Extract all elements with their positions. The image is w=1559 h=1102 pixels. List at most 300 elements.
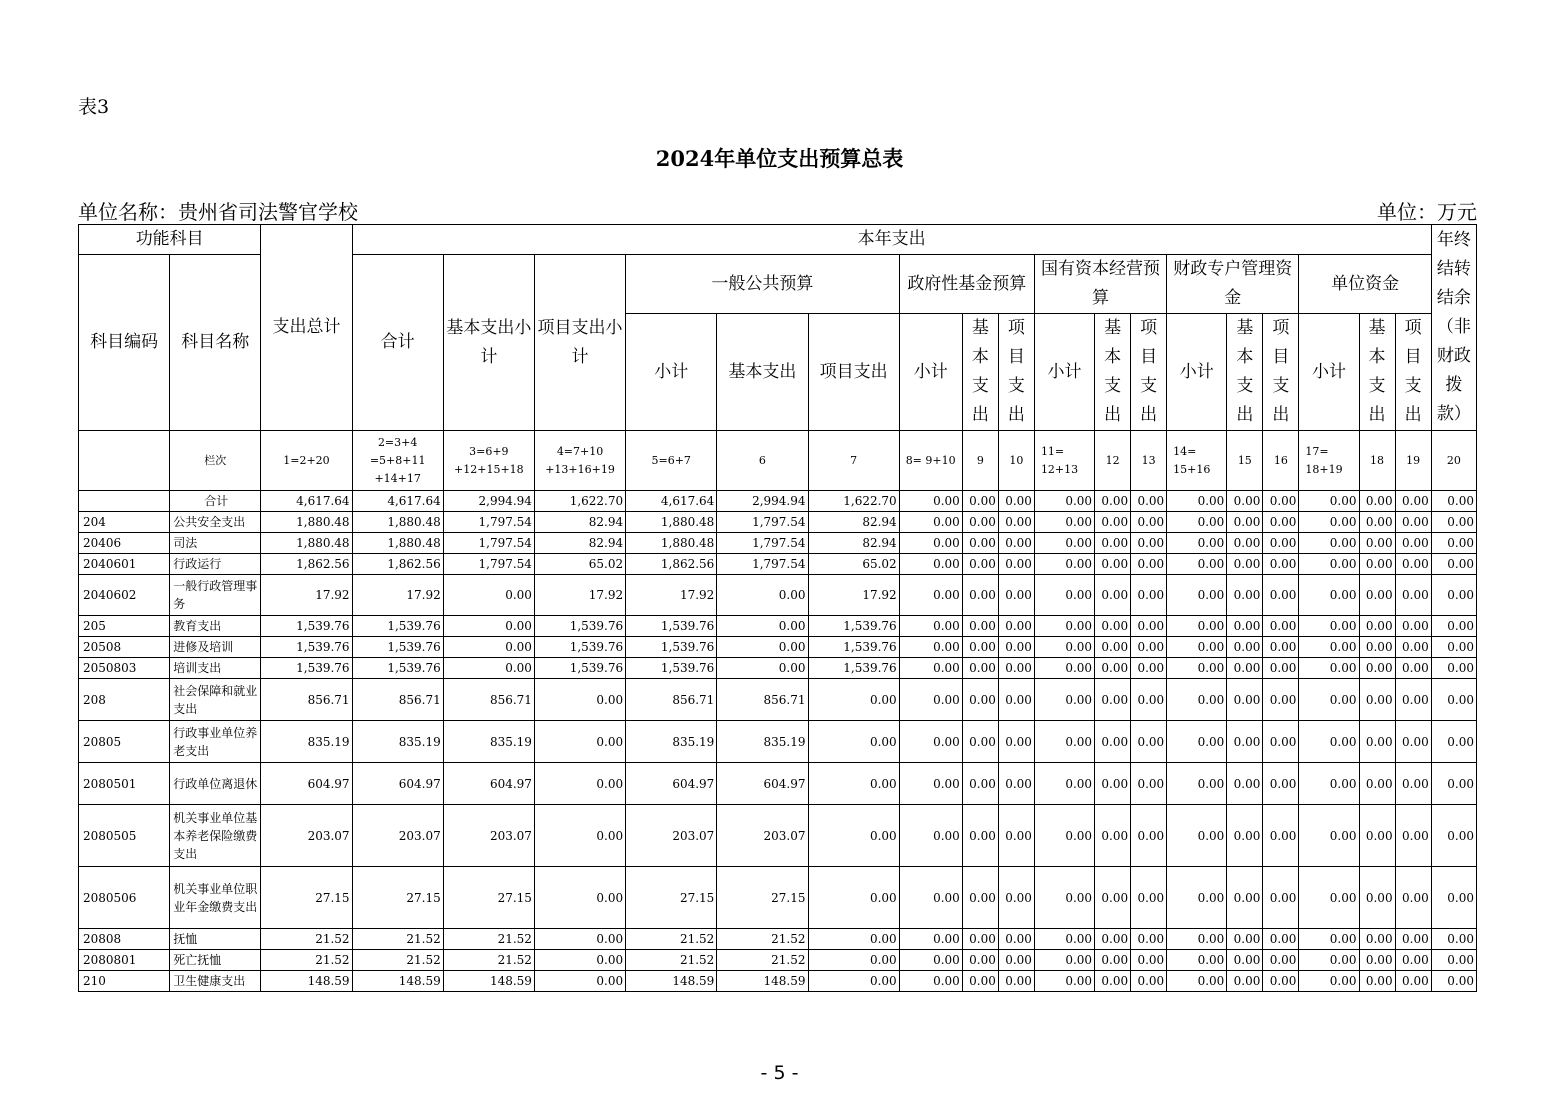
value-cell-col-1: 27.15: [261, 867, 352, 929]
value-cell-col-15: 0.00: [1227, 491, 1263, 512]
table-row: [79, 512, 1477, 533]
value-cell-col-11: 0.00: [1034, 763, 1094, 805]
value-cell-col-10: 0.00: [998, 929, 1034, 950]
value-cell-col-9: 0.00: [962, 658, 998, 679]
value-cell-col-13: 0.00: [1131, 512, 1167, 533]
header-sc-subtotal: 小计: [1034, 314, 1094, 431]
value-cell-col-20: 0.00: [1431, 763, 1476, 805]
value-cell-col-10: 0.00: [998, 867, 1034, 929]
value-cell-col-5: 4,617.64: [626, 491, 717, 512]
value-cell-col-8: 0.00: [899, 763, 962, 805]
value-cell-col-10: 0.00: [998, 637, 1034, 658]
value-cell-col-3: 0.00: [443, 637, 534, 658]
value-cell-col-19: 0.00: [1395, 616, 1431, 637]
value-cell-col-6: 1,797.54: [717, 533, 808, 554]
value-cell-col-3: 1,797.54: [443, 533, 534, 554]
value-cell-col-18: 0.00: [1359, 658, 1395, 679]
colno-11: 11= 12+13: [1034, 431, 1094, 491]
value-cell-col-1: 203.07: [261, 805, 352, 867]
value-cell-col-15: 0.00: [1227, 805, 1263, 867]
value-cell-col-7: 65.02: [808, 554, 899, 575]
value-cell-col-11: 0.00: [1034, 554, 1094, 575]
subject-code-cell: 20508: [79, 637, 170, 658]
header-uf-basic: 基本支出: [1359, 314, 1395, 431]
value-cell-col-10: 0.00: [998, 971, 1034, 992]
value-cell-col-5: 21.52: [626, 950, 717, 971]
value-cell-col-19: 0.00: [1395, 721, 1431, 763]
value-cell-col-20: 0.00: [1431, 950, 1476, 971]
table-row: [79, 805, 1477, 867]
value-cell-col-19: 0.00: [1395, 971, 1431, 992]
value-cell-col-11: 0.00: [1034, 658, 1094, 679]
value-cell-col-19: 0.00: [1395, 950, 1431, 971]
value-cell-col-19: 0.00: [1395, 679, 1431, 721]
value-cell-col-17: 0.00: [1299, 616, 1359, 637]
value-cell-col-17: 0.00: [1299, 637, 1359, 658]
value-cell-col-5: 1,880.48: [626, 533, 717, 554]
value-cell-col-3: 0.00: [443, 575, 534, 616]
value-cell-col-16: 0.00: [1263, 950, 1299, 971]
table-row: [79, 491, 1477, 512]
value-cell-col-18: 0.00: [1359, 763, 1395, 805]
table-row: [79, 721, 1477, 763]
value-cell-col-11: 0.00: [1034, 533, 1094, 554]
value-cell-col-4: 1,539.76: [534, 658, 625, 679]
colno-2: 2=3+4 =5+8+11 +14+17: [352, 431, 443, 491]
value-cell-col-17: 0.00: [1299, 658, 1359, 679]
value-cell-col-14: 0.00: [1167, 575, 1227, 616]
value-cell-col-15: 0.00: [1227, 554, 1263, 575]
value-cell-col-3: 148.59: [443, 971, 534, 992]
value-cell-col-7: 0.00: [808, 929, 899, 950]
value-cell-col-8: 0.00: [899, 929, 962, 950]
value-cell-col-3: 835.19: [443, 721, 534, 763]
value-cell-col-15: 0.00: [1227, 533, 1263, 554]
value-cell-col-15: 0.00: [1227, 971, 1263, 992]
header-fs-basic: 基本支出: [1227, 314, 1263, 431]
value-cell-col-7: 82.94: [808, 512, 899, 533]
value-cell-col-12: 0.00: [1095, 805, 1131, 867]
value-cell-col-17: 0.00: [1299, 971, 1359, 992]
value-cell-col-17: 0.00: [1299, 575, 1359, 616]
value-cell-col-5: 856.71: [626, 679, 717, 721]
value-cell-col-20: 0.00: [1431, 491, 1476, 512]
value-cell-col-20: 0.00: [1431, 616, 1476, 637]
colno-16: 16: [1263, 431, 1299, 491]
header-gov-fund: 政府性基金预算: [899, 255, 1034, 314]
value-cell-col-8: 0.00: [899, 658, 962, 679]
value-cell-col-20: 0.00: [1431, 533, 1476, 554]
value-cell-col-17: 0.00: [1299, 763, 1359, 805]
value-cell-col-10: 0.00: [998, 950, 1034, 971]
value-cell-col-1: 1,539.76: [261, 637, 352, 658]
header-basic-subtotal: 基本支出小计: [443, 255, 534, 431]
table-row: [79, 971, 1477, 992]
value-cell-col-6: 856.71: [717, 679, 808, 721]
page-title: 2024年单位支出预算总表: [655, 146, 904, 171]
value-cell-col-7: 1,539.76: [808, 658, 899, 679]
value-cell-col-10: 0.00: [998, 805, 1034, 867]
value-cell-col-14: 0.00: [1167, 658, 1227, 679]
value-cell-col-13: 0.00: [1131, 637, 1167, 658]
value-cell-col-4: 1,539.76: [534, 637, 625, 658]
value-cell-col-13: 0.00: [1131, 763, 1167, 805]
header-gp-subtotal: 小计: [626, 314, 717, 431]
value-cell-col-18: 0.00: [1359, 637, 1395, 658]
value-cell-col-17: 0.00: [1299, 867, 1359, 929]
value-cell-col-16: 0.00: [1263, 637, 1299, 658]
value-cell-col-1: 1,539.76: [261, 658, 352, 679]
subject-name-cell: 公共安全支出: [170, 512, 261, 533]
value-cell-col-13: 0.00: [1131, 491, 1167, 512]
value-cell-col-17: 0.00: [1299, 491, 1359, 512]
value-cell-col-13: 0.00: [1131, 721, 1167, 763]
value-cell-col-6: 27.15: [717, 867, 808, 929]
value-cell-col-7: 1,539.76: [808, 637, 899, 658]
value-cell-col-3: 27.15: [443, 867, 534, 929]
value-cell-col-5: 203.07: [626, 805, 717, 867]
value-cell-col-4: 1,539.76: [534, 616, 625, 637]
value-cell-col-18: 0.00: [1359, 575, 1395, 616]
value-cell-col-9: 0.00: [962, 763, 998, 805]
value-cell-col-1: 856.71: [261, 679, 352, 721]
colno-9: 9: [962, 431, 998, 491]
value-cell-col-15: 0.00: [1227, 950, 1263, 971]
value-cell-col-4: 82.94: [534, 512, 625, 533]
value-cell-col-3: 0.00: [443, 616, 534, 637]
header-subject-name: 科目名称: [170, 255, 261, 431]
value-cell-col-19: 0.00: [1395, 512, 1431, 533]
value-cell-col-1: 835.19: [261, 721, 352, 763]
value-cell-col-16: 0.00: [1263, 554, 1299, 575]
value-cell-col-16: 0.00: [1263, 971, 1299, 992]
subject-name-cell: 行政事业单位养老支出: [170, 721, 261, 763]
subject-name-cell: 司法: [170, 533, 261, 554]
value-cell-col-16: 0.00: [1263, 929, 1299, 950]
value-cell-col-13: 0.00: [1131, 658, 1167, 679]
budget-table-body: [79, 491, 1477, 992]
value-cell-col-4: 0.00: [534, 929, 625, 950]
value-cell-col-12: 0.00: [1095, 929, 1131, 950]
value-cell-col-10: 0.00: [998, 658, 1034, 679]
value-cell-col-4: 0.00: [534, 950, 625, 971]
value-cell-col-13: 0.00: [1131, 929, 1167, 950]
value-cell-col-11: 0.00: [1034, 721, 1094, 763]
value-cell-col-19: 0.00: [1395, 637, 1431, 658]
value-cell-col-10: 0.00: [998, 721, 1034, 763]
value-cell-col-8: 0.00: [899, 533, 962, 554]
value-cell-col-9: 0.00: [962, 721, 998, 763]
header-gf-subtotal: 小计: [899, 314, 962, 431]
colno-12: 12: [1095, 431, 1131, 491]
value-cell-col-6: 0.00: [717, 658, 808, 679]
subject-name-cell: 行政运行: [170, 554, 261, 575]
value-cell-col-9: 0.00: [962, 512, 998, 533]
subject-code-cell: 2040602: [79, 575, 170, 616]
value-cell-col-15: 0.00: [1227, 763, 1263, 805]
value-cell-col-20: 0.00: [1431, 929, 1476, 950]
value-cell-col-14: 0.00: [1167, 533, 1227, 554]
value-cell-col-3: 2,994.94: [443, 491, 534, 512]
value-cell-col-7: 0.00: [808, 805, 899, 867]
value-cell-col-12: 0.00: [1095, 679, 1131, 721]
budget-table: [78, 224, 1477, 992]
subject-name-cell: 社会保障和就业支出: [170, 679, 261, 721]
value-cell-col-5: 148.59: [626, 971, 717, 992]
value-cell-col-6: 1,797.54: [717, 554, 808, 575]
value-cell-col-9: 0.00: [962, 679, 998, 721]
value-cell-col-18: 0.00: [1359, 616, 1395, 637]
colno-20: 20: [1431, 431, 1476, 491]
value-cell-col-17: 0.00: [1299, 721, 1359, 763]
value-cell-col-17: 0.00: [1299, 805, 1359, 867]
value-cell-col-18: 0.00: [1359, 679, 1395, 721]
value-cell-col-15: 0.00: [1227, 637, 1263, 658]
value-cell-col-20: 0.00: [1431, 867, 1476, 929]
value-cell-col-15: 0.00: [1227, 616, 1263, 637]
header-project-subtotal: 项目支出小计: [534, 255, 625, 431]
value-cell-col-10: 0.00: [998, 763, 1034, 805]
value-cell-col-14: 0.00: [1167, 971, 1227, 992]
value-cell-col-15: 0.00: [1227, 929, 1263, 950]
value-cell-col-13: 0.00: [1131, 575, 1167, 616]
table-label: 表3: [78, 96, 110, 118]
value-cell-col-8: 0.00: [899, 679, 962, 721]
value-cell-col-11: 0.00: [1034, 929, 1094, 950]
value-cell-col-9: 0.00: [962, 616, 998, 637]
value-cell-col-20: 0.00: [1431, 637, 1476, 658]
value-cell-col-15: 0.00: [1227, 721, 1263, 763]
value-cell-col-15: 0.00: [1227, 867, 1263, 929]
value-cell-col-13: 0.00: [1131, 805, 1167, 867]
value-cell-col-15: 0.00: [1227, 575, 1263, 616]
header-state-capital: 国有资本经营预算: [1034, 255, 1166, 314]
subject-code-cell: 2040601: [79, 554, 170, 575]
subject-code-cell: 204: [79, 512, 170, 533]
value-cell-col-12: 0.00: [1095, 554, 1131, 575]
value-cell-col-12: 0.00: [1095, 658, 1131, 679]
value-cell-col-9: 0.00: [962, 867, 998, 929]
value-cell-col-4: 1,622.70: [534, 491, 625, 512]
value-cell-col-19: 0.00: [1395, 763, 1431, 805]
value-cell-col-6: 203.07: [717, 805, 808, 867]
value-cell-col-18: 0.00: [1359, 867, 1395, 929]
value-cell-col-2: 148.59: [352, 971, 443, 992]
value-cell-col-2: 1,880.48: [352, 512, 443, 533]
subject-name-cell: 一般行政管理事务: [170, 575, 261, 616]
value-cell-col-3: 604.97: [443, 763, 534, 805]
value-cell-col-5: 1,862.56: [626, 554, 717, 575]
header-sc-basic: 基本支出: [1095, 314, 1131, 431]
subject-code-cell: 20406: [79, 533, 170, 554]
value-cell-col-10: 0.00: [998, 575, 1034, 616]
value-cell-col-1: 21.52: [261, 929, 352, 950]
value-cell-col-15: 0.00: [1227, 679, 1263, 721]
value-cell-col-18: 0.00: [1359, 721, 1395, 763]
value-cell-col-7: 0.00: [808, 721, 899, 763]
subject-code-cell: [79, 491, 170, 512]
subject-code-cell: 205: [79, 616, 170, 637]
value-cell-col-3: 21.52: [443, 950, 534, 971]
value-cell-col-3: 21.52: [443, 929, 534, 950]
header-functional-subject: 功能科目: [79, 225, 261, 255]
value-cell-col-14: 0.00: [1167, 616, 1227, 637]
value-cell-col-4: 0.00: [534, 805, 625, 867]
value-cell-col-14: 0.00: [1167, 929, 1227, 950]
value-cell-col-11: 0.00: [1034, 867, 1094, 929]
value-cell-col-16: 0.00: [1263, 616, 1299, 637]
value-cell-col-9: 0.00: [962, 491, 998, 512]
value-cell-col-18: 0.00: [1359, 971, 1395, 992]
subject-name-cell: 培训支出: [170, 658, 261, 679]
header-gf-project: 项目支出: [998, 314, 1034, 431]
value-cell-col-9: 0.00: [962, 950, 998, 971]
value-cell-col-4: 0.00: [534, 763, 625, 805]
value-cell-col-19: 0.00: [1395, 929, 1431, 950]
colno-6: 6: [717, 431, 808, 491]
value-cell-col-10: 0.00: [998, 533, 1034, 554]
value-cell-col-11: 0.00: [1034, 679, 1094, 721]
table-row: [79, 575, 1477, 616]
currency-unit: 单位：万元: [1377, 200, 1477, 224]
value-cell-col-5: 1,539.76: [626, 616, 717, 637]
value-cell-col-14: 0.00: [1167, 867, 1227, 929]
value-cell-col-5: 1,539.76: [626, 658, 717, 679]
table-row: [79, 637, 1477, 658]
subject-code-cell: 2080505: [79, 805, 170, 867]
value-cell-col-19: 0.00: [1395, 554, 1431, 575]
header-sum: 合计: [352, 255, 443, 431]
value-cell-col-17: 0.00: [1299, 950, 1359, 971]
value-cell-col-7: 17.92: [808, 575, 899, 616]
value-cell-col-5: 17.92: [626, 575, 717, 616]
value-cell-col-16: 0.00: [1263, 805, 1299, 867]
value-cell-col-12: 0.00: [1095, 533, 1131, 554]
value-cell-col-6: 21.52: [717, 950, 808, 971]
table-row: [79, 929, 1477, 950]
header-subject-code: 科目编码: [79, 255, 170, 431]
value-cell-col-18: 0.00: [1359, 929, 1395, 950]
value-cell-col-19: 0.00: [1395, 533, 1431, 554]
value-cell-col-4: 0.00: [534, 721, 625, 763]
value-cell-col-1: 604.97: [261, 763, 352, 805]
header-fs-subtotal: 小计: [1167, 314, 1227, 431]
page-number: - 5 -: [760, 1062, 799, 1084]
value-cell-col-2: 27.15: [352, 867, 443, 929]
subject-name-cell: 机关事业单位职业年金缴费支出: [170, 867, 261, 929]
value-cell-col-6: 0.00: [717, 616, 808, 637]
value-cell-col-18: 0.00: [1359, 950, 1395, 971]
value-cell-col-8: 0.00: [899, 554, 962, 575]
value-cell-col-2: 604.97: [352, 763, 443, 805]
value-cell-col-11: 0.00: [1034, 575, 1094, 616]
value-cell-col-8: 0.00: [899, 616, 962, 637]
value-cell-col-2: 1,862.56: [352, 554, 443, 575]
value-cell-col-16: 0.00: [1263, 575, 1299, 616]
value-cell-col-12: 0.00: [1095, 867, 1131, 929]
subject-code-cell: 208: [79, 679, 170, 721]
value-cell-col-6: 0.00: [717, 637, 808, 658]
value-cell-col-20: 0.00: [1431, 971, 1476, 992]
value-cell-col-11: 0.00: [1034, 637, 1094, 658]
value-cell-col-2: 21.52: [352, 929, 443, 950]
subject-code-cell: 2050803: [79, 658, 170, 679]
value-cell-col-6: 0.00: [717, 575, 808, 616]
subject-name-cell: 行政单位离退休: [170, 763, 261, 805]
header-current-year: 本年支出: [352, 225, 1431, 255]
value-cell-col-2: 856.71: [352, 679, 443, 721]
header-gp-project: 项目支出: [808, 314, 899, 431]
value-cell-col-5: 27.15: [626, 867, 717, 929]
value-cell-col-10: 0.00: [998, 491, 1034, 512]
value-cell-col-14: 0.00: [1167, 805, 1227, 867]
table-row: [79, 554, 1477, 575]
subject-code-cell: 2080801: [79, 950, 170, 971]
value-cell-col-17: 0.00: [1299, 512, 1359, 533]
value-cell-col-9: 0.00: [962, 805, 998, 867]
value-cell-col-2: 1,539.76: [352, 616, 443, 637]
header-total-expenditure: 支出总计: [261, 225, 352, 431]
header-gp-basic: 基本支出: [717, 314, 808, 431]
value-cell-col-8: 0.00: [899, 950, 962, 971]
value-cell-col-4: 0.00: [534, 971, 625, 992]
value-cell-col-14: 0.00: [1167, 950, 1227, 971]
value-cell-col-14: 0.00: [1167, 721, 1227, 763]
value-cell-col-12: 0.00: [1095, 971, 1131, 992]
value-cell-col-18: 0.00: [1359, 533, 1395, 554]
value-cell-col-10: 0.00: [998, 679, 1034, 721]
value-cell-col-6: 604.97: [717, 763, 808, 805]
colno-empty: [79, 431, 170, 491]
value-cell-col-20: 0.00: [1431, 805, 1476, 867]
value-cell-col-16: 0.00: [1263, 533, 1299, 554]
value-cell-col-4: 65.02: [534, 554, 625, 575]
value-cell-col-20: 0.00: [1431, 512, 1476, 533]
value-cell-col-2: 835.19: [352, 721, 443, 763]
colno-14: 14= 15+16: [1167, 431, 1227, 491]
colno-7: 7: [808, 431, 899, 491]
subject-name-cell: 进修及培训: [170, 637, 261, 658]
value-cell-col-3: 203.07: [443, 805, 534, 867]
value-cell-col-2: 21.52: [352, 950, 443, 971]
value-cell-col-1: 1,880.48: [261, 533, 352, 554]
subject-code-cell: 2080501: [79, 763, 170, 805]
value-cell-col-17: 0.00: [1299, 929, 1359, 950]
colno-18: 18: [1359, 431, 1395, 491]
value-cell-col-2: 17.92: [352, 575, 443, 616]
value-cell-col-6: 835.19: [717, 721, 808, 763]
value-cell-col-20: 0.00: [1431, 575, 1476, 616]
header-gf-basic: 基本支出: [962, 314, 998, 431]
table-row: [79, 616, 1477, 637]
unit-name: 单位名称：贵州省司法警官学校: [78, 200, 358, 224]
value-cell-col-18: 0.00: [1359, 805, 1395, 867]
value-cell-col-13: 0.00: [1131, 867, 1167, 929]
value-cell-col-10: 0.00: [998, 554, 1034, 575]
value-cell-col-8: 0.00: [899, 491, 962, 512]
value-cell-col-16: 0.00: [1263, 721, 1299, 763]
value-cell-col-7: 1,539.76: [808, 616, 899, 637]
value-cell-col-6: 1,797.54: [717, 512, 808, 533]
value-cell-col-16: 0.00: [1263, 679, 1299, 721]
value-cell-col-2: 1,880.48: [352, 533, 443, 554]
colno-19: 19: [1395, 431, 1431, 491]
value-cell-col-12: 0.00: [1095, 721, 1131, 763]
value-cell-col-17: 0.00: [1299, 679, 1359, 721]
header-general-public: 一般公共预算: [626, 255, 900, 314]
value-cell-col-2: 1,539.76: [352, 658, 443, 679]
subject-code-cell: 2080506: [79, 867, 170, 929]
